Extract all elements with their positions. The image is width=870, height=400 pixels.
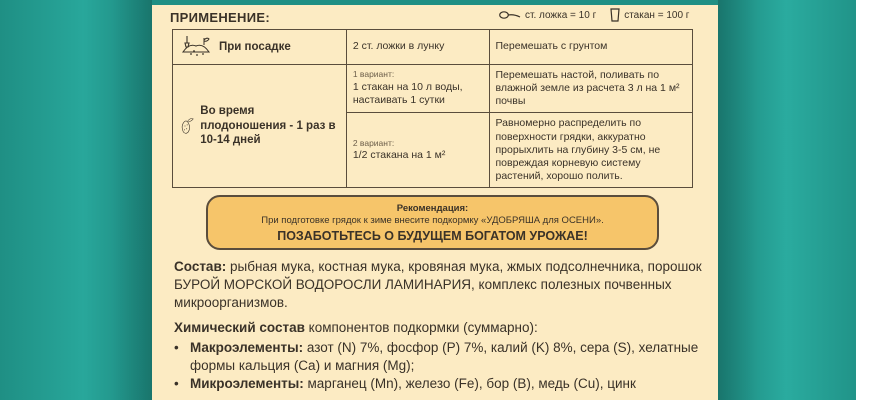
recommendation-box bbox=[206, 195, 659, 250]
micro-label: Микроэлементы: bbox=[190, 375, 304, 391]
measure-legend bbox=[499, 8, 689, 22]
macro-text: азот (N) 7%, фосфор (P) 7%, калий (K) 8%, сера (S), хелатные формы кальция (Ca) и магния (Mg); bbox=[190, 340, 699, 373]
variant-label: 1 вариант: bbox=[352, 69, 395, 79]
composition-text bbox=[174, 258, 704, 312]
application-title: ПРИМЕНЕНИЕ: bbox=[170, 10, 270, 25]
background-edge-right bbox=[856, 0, 870, 400]
panel-top-edge bbox=[152, 0, 718, 5]
dose-cell bbox=[346, 113, 489, 188]
application-table bbox=[172, 29, 693, 188]
dose-cell bbox=[346, 65, 489, 113]
method-cell bbox=[489, 30, 693, 65]
list-item bbox=[174, 375, 709, 393]
chemical-list bbox=[174, 339, 709, 393]
method-cell bbox=[489, 113, 693, 188]
dose-variant-2: 1/2 стакана на 1 м² bbox=[352, 149, 446, 162]
method-planting: Перемешать с грунтом bbox=[495, 40, 608, 53]
composition-body: рыбная мука, костная мука, кровяная мука, жмых подсолнечника, порошок БУРОЙ МОРСКОЙ ВОДОРОСЛИ ЛАМИНАРИЯ, комплекс полезных почвенных микроорганизмов. bbox=[174, 259, 702, 310]
chemical-subtitle: компонентов подкормки (суммарно): bbox=[308, 320, 538, 335]
glass-icon bbox=[610, 8, 620, 22]
table-row bbox=[173, 65, 693, 113]
cucumber-icon bbox=[179, 109, 194, 143]
bullet-icon: • bbox=[174, 375, 179, 391]
stage-cell bbox=[173, 30, 347, 65]
recommendation-title: Рекомендация: bbox=[396, 203, 469, 214]
chemical-label: Химический состав bbox=[174, 320, 305, 335]
dose-variant-1: 1 стакан на 10 л воды, настаивать 1 сутки bbox=[352, 80, 463, 106]
spoon-icon bbox=[499, 10, 521, 20]
list-item bbox=[174, 339, 709, 375]
label-panel bbox=[152, 0, 718, 400]
dose-cell bbox=[346, 30, 489, 65]
bullet-icon: • bbox=[174, 340, 179, 355]
method-cell bbox=[489, 65, 693, 113]
spoon-legend-text: ст. ложка = 10 г bbox=[525, 9, 597, 21]
method-variant-2: Равномерно распределить по поверхности грядки, аккуратно прорыхлить на глубину 3-5 см, не повреждая корневую систему растений, хорошо полить. bbox=[495, 117, 661, 182]
glass-legend-text: стакан = 100 г bbox=[624, 9, 690, 21]
macro-label: Макроэлементы: bbox=[190, 340, 304, 355]
package-side-left bbox=[0, 0, 152, 400]
method-variant-1: Перемешать настой, поливать по влажной земле из расчета 3 л на 1 м² почвы bbox=[495, 69, 680, 108]
package-side-right bbox=[718, 0, 870, 400]
table-row bbox=[173, 30, 693, 65]
planting-icon bbox=[179, 34, 213, 60]
chemical-title bbox=[174, 320, 538, 335]
stage-planting: При посадке bbox=[219, 40, 291, 53]
composition-label: Состав: bbox=[174, 259, 227, 274]
recommendation-text: При подготовке грядок к зиме внесите подкормку «УДОБРЯША для ОСЕНИ». bbox=[261, 215, 604, 226]
variant-label: 2 вариант: bbox=[352, 137, 395, 148]
stage-fruiting: Во время плодоношения - 1 раз в 10-14 дней bbox=[200, 104, 336, 147]
micro-text: марганец (Mn), железо (Fe), бор (B), медь (Cu), цинк bbox=[307, 375, 636, 391]
recommendation-cta: ПОЗАБОТЬТЕСЬ О БУДУЩЕМ БОГАТОМ УРОЖАЕ! bbox=[277, 229, 588, 243]
stage-cell bbox=[173, 65, 347, 188]
dose-planting: 2 ст. ложки в лунку bbox=[352, 40, 445, 53]
